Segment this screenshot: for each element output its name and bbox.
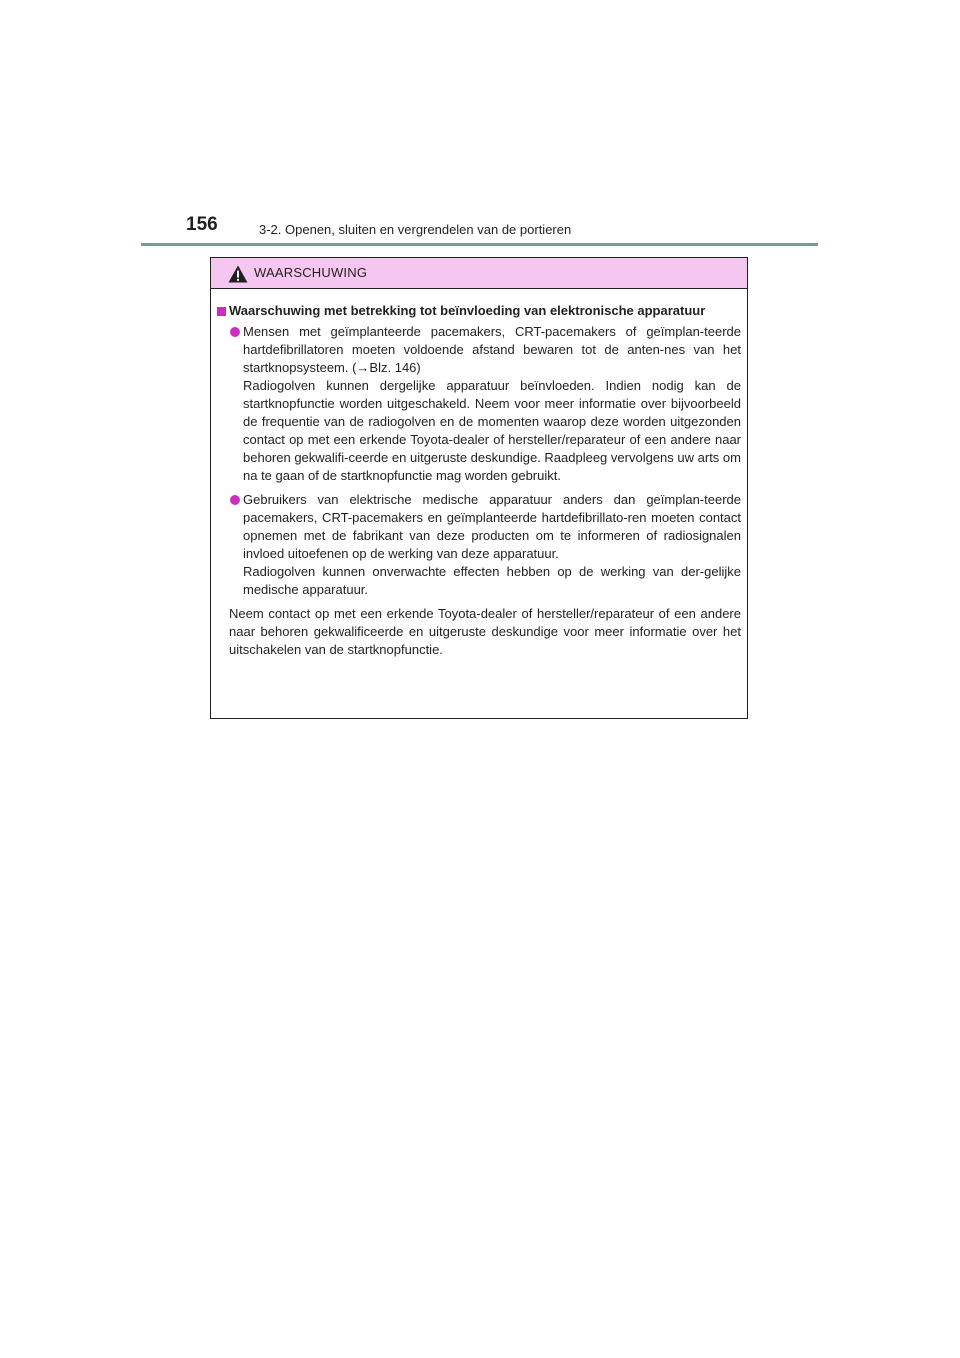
list-item (217, 323, 741, 485)
warning-title: WAARSCHUWING (254, 265, 368, 280)
warning-body (211, 289, 747, 659)
paragraph: Gebruikers van elektrische medische apparatuur anders dan geïmplan-teerde pacemakers, CRT-pacemakers en geïmplanteerde hartdefibrillato-ren moeten contact opnemen met de fabrikant van deze producten om te informeren of radiosignalen invloed uitoefenen op de werking van deze apparatuur. (243, 492, 741, 561)
header-rule (141, 243, 818, 246)
warning-triangle-icon (228, 265, 248, 283)
warning-header (211, 258, 747, 289)
warning-heading (217, 302, 741, 320)
round-bullet-icon (230, 495, 240, 505)
paragraph: Radiogolven kunnen dergelijke apparatuur beïnvloeden. Indien nodig kan de startknopfunctie worden uitgeschakeld. Neem voor meer informatie over bijvoorbeeld de frequentie van de radiogolven en de momenten waarop deze worden uitgezonden contact op met een erkende Toyota-dealer of hersteller/reparateur of een andere naar behoren gekwalifi-ceerde en uitgeruste deskundige. Raadpleeg vervolgens uw arts om na te gaan of de startknopfunctie mag worden gebruikt. (243, 378, 741, 483)
warning-heading-text: Waarschuwing met betrekking tot beïnvloeding van elektronische apparatuur (229, 303, 706, 318)
round-bullet-icon (230, 327, 240, 337)
warning-box (210, 257, 748, 719)
square-bullet-icon (217, 307, 226, 316)
paragraph: Mensen met geïmplanteerde pacemakers, CRT-pacemakers of geïmplan-teerde hartdefibrillatoren moeten voldoende afstand bewaren tot de anten-nes van het startknopsysteem. (→Blz. 146) (243, 324, 741, 375)
paragraph: Radiogolven kunnen onverwachte effecten hebben op de werking van der-gelijke medische apparatuur. (243, 564, 741, 597)
list-item (217, 491, 741, 599)
section-title: 3-2. Openen, sluiten en vergrendelen van de portieren (259, 222, 572, 237)
page-number: 156 (186, 214, 218, 235)
closing-paragraph: Neem contact op met een erkende Toyota-dealer of hersteller/reparateur of een andere naar behoren gekwalificeerde en uitgeruste deskundige voor meer informatie over het uitschakelen van de startknopfunctie. (229, 606, 741, 657)
